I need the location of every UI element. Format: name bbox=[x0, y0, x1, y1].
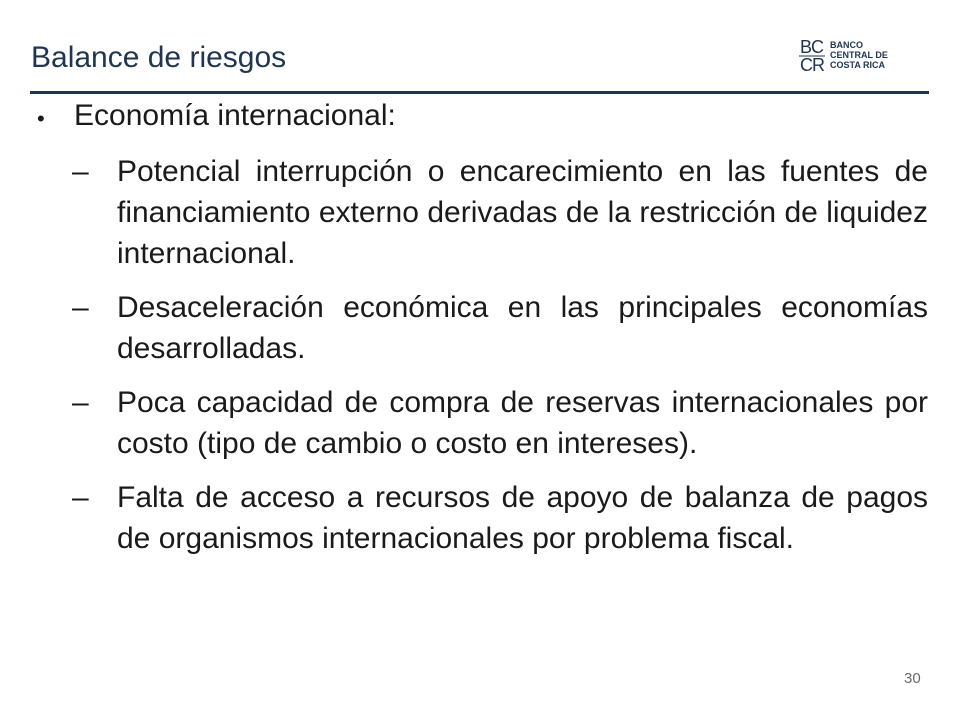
logo-line-3: COSTA RICA bbox=[830, 60, 885, 70]
list-item bbox=[72, 382, 928, 464]
logo-line-1: BANCO bbox=[830, 40, 863, 50]
page-number: 30 bbox=[904, 670, 921, 687]
dash-bullet-icon: – bbox=[72, 481, 89, 514]
list-item-text: Potencial interrupción o encarecimiento en las fuentes de financiamiento externo derivadas de la restricción de liquidez internacional. bbox=[117, 155, 928, 270]
list-item bbox=[72, 151, 928, 274]
bullet-item bbox=[37, 96, 917, 136]
bccr-logo bbox=[798, 36, 908, 76]
logo-initials-top: BC bbox=[800, 37, 824, 57]
logo-line-2: CENTRAL DE bbox=[830, 50, 888, 60]
dash-bullet-icon: – bbox=[72, 291, 89, 324]
slide-title: Balance de riesgos bbox=[31, 41, 287, 74]
list-item-text: Falta de acceso a recursos de apoyo de balanza de pagos de organismos internacionales por problema fiscal. bbox=[117, 481, 928, 555]
list-item-text: Desaceleración económica en las principales economías desarrolladas. bbox=[117, 291, 928, 365]
sub-item-list bbox=[72, 151, 928, 572]
bullet-dot-icon: • bbox=[37, 106, 45, 131]
dash-bullet-icon: – bbox=[72, 386, 89, 419]
title-divider bbox=[30, 91, 929, 94]
bullet-text: Economía internacional: bbox=[74, 99, 396, 132]
list-item bbox=[72, 477, 928, 559]
list-item bbox=[72, 287, 928, 369]
logo-initials-bottom: CR bbox=[800, 55, 824, 75]
list-item-text: Poca capacidad de compra de reservas internacionales por costo (tipo de cambio o costo en intereses). bbox=[117, 386, 928, 460]
dash-bullet-icon: – bbox=[72, 155, 89, 188]
